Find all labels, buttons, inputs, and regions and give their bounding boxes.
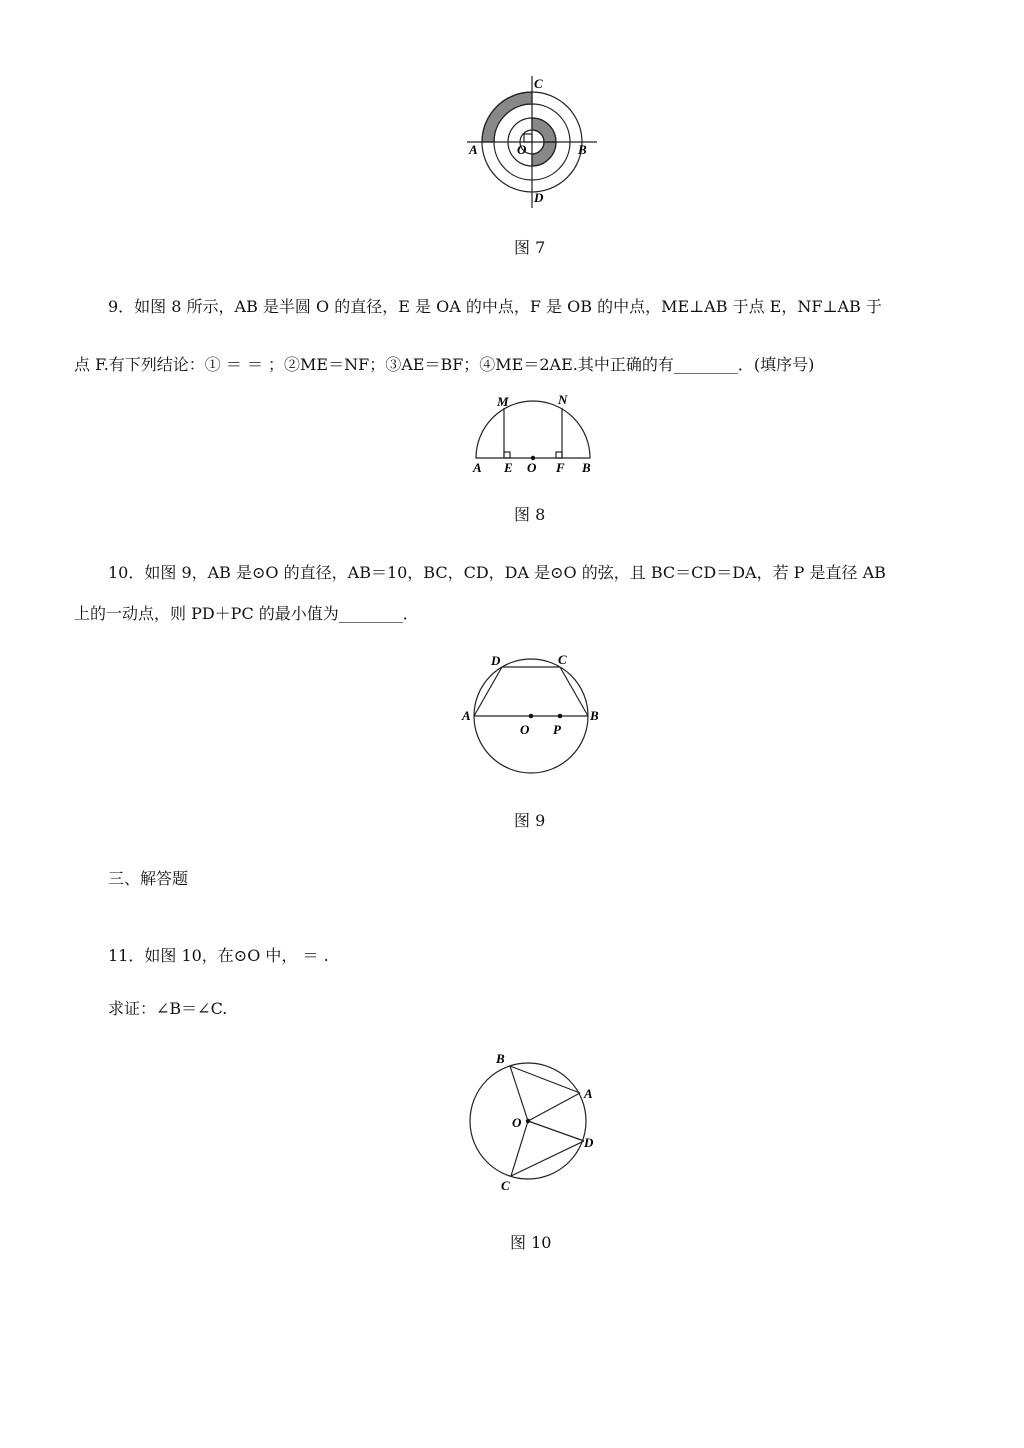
label-e: E [504, 460, 513, 475]
figure-10-caption: 图 10 [510, 1233, 552, 1252]
label-c: C [558, 652, 567, 667]
label-d: D [584, 1135, 594, 1150]
figure-7 [462, 74, 602, 210]
label-b: B [582, 460, 591, 475]
label-p: P [553, 722, 561, 737]
figure-10 [458, 1046, 608, 1196]
label-c: C [501, 1178, 510, 1193]
figure-9 [458, 648, 608, 778]
label-a: A [473, 460, 482, 475]
label-m: M [497, 394, 509, 409]
figure-8-caption: 图 8 [514, 505, 546, 524]
question-9-line-1: 9．如图 8 所示，AB 是半圆 O 的直径，E 是 OA 的中点，F 是 OB 的中点，ME⊥AB 于点 E，NF⊥AB 于 [108, 297, 882, 316]
label-d: D [491, 653, 501, 668]
label-a: A [469, 142, 478, 157]
label-o: O [520, 722, 530, 737]
label-n: N [558, 392, 568, 407]
label-d: D [534, 190, 544, 205]
label-o: O [517, 142, 527, 157]
label-f: F [556, 460, 565, 475]
figure-9-caption: 图 9 [514, 811, 546, 830]
figure-7-caption: 图 7 [514, 238, 546, 257]
question-11-line-1: 11．如图 10，在⊙O 中， ＝ . [108, 946, 329, 965]
label-o: O [527, 460, 537, 475]
label-a: A [462, 708, 471, 723]
label-c: C [534, 76, 543, 91]
label-b: B [590, 708, 599, 723]
figure-8 [466, 392, 606, 478]
question-10-line-1: 10．如图 9，AB 是⊙O 的直径，AB＝10，BC，CD，DA 是⊙O 的弦，且 BC＝CD＝DA，若 P 是直径 AB [108, 563, 886, 582]
label-a: A [584, 1086, 593, 1101]
section-title: 三、解答题 [108, 869, 189, 888]
label-o: O [512, 1115, 522, 1130]
label-b: B [578, 142, 587, 157]
label-b: B [496, 1051, 505, 1066]
question-9-line-2: 点 F.有下列结论：① ＝ ＝ ；②ME＝NF；③AE＝BF；④ME＝2AE.其中正确的有________．(填序号) [74, 355, 815, 374]
question-10-line-2: 上的一动点，则 PD＋PC 的最小值为________． [74, 604, 419, 623]
question-11-line-2: 求证：∠B＝∠C. [108, 999, 228, 1018]
